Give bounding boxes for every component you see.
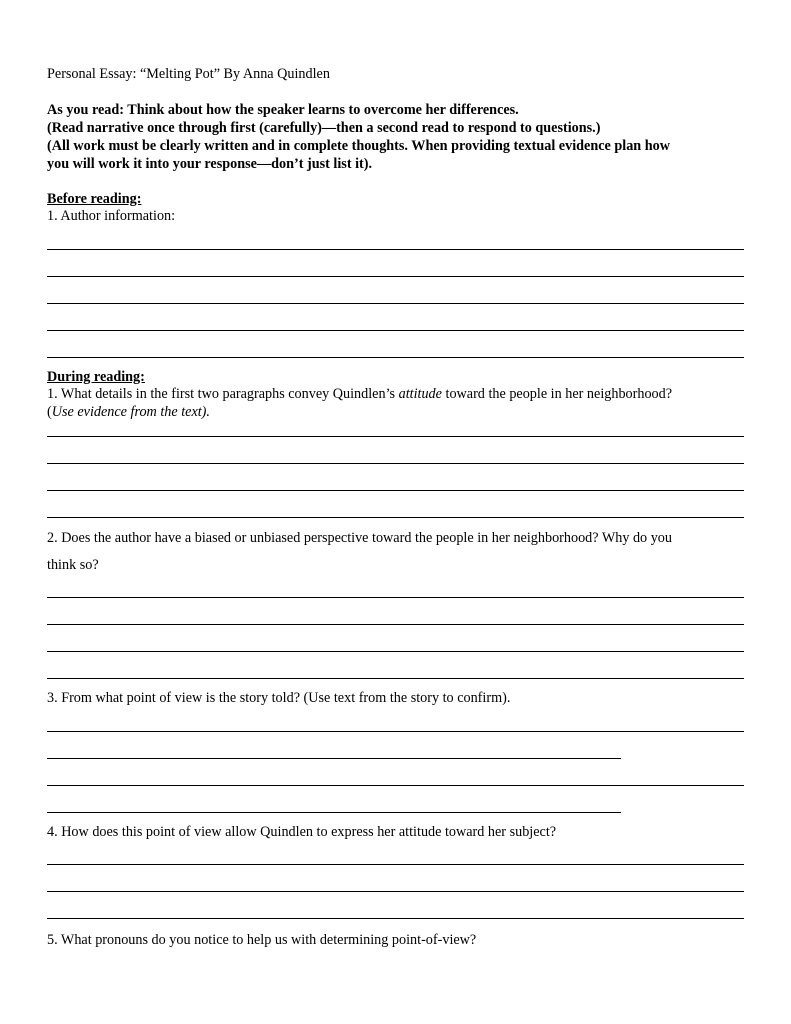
instruction-line-2: (Read narrative once through first (carefully)—then a second read to respond to questions.)	[47, 120, 601, 136]
question-1-emphasis: attitude	[398, 386, 442, 402]
question-4: 4. How does this point of view allow Quindlen to express her attitude toward her subject?	[47, 824, 557, 840]
question-2-line-1: 2. Does the author have a biased or unbiased perspective toward the people in her neighborhood? Why do you	[47, 530, 672, 546]
answer-line[interactable]	[47, 436, 744, 437]
answer-line[interactable]	[47, 517, 744, 518]
question-1-text-a: 1. What details in the first two paragraphs convey Quindlen’s	[47, 386, 399, 402]
answer-line[interactable]	[47, 357, 744, 358]
answer-line-short[interactable]	[47, 758, 621, 759]
answer-line[interactable]	[47, 463, 744, 464]
question-2-line-2: think so?	[47, 557, 99, 573]
question-1-evidence-note: Use evidence from the text).	[51, 404, 210, 420]
answer-line[interactable]	[47, 624, 744, 625]
instruction-line-4: you will work it into your response—don’t just list it).	[47, 156, 373, 172]
answer-line[interactable]	[47, 276, 744, 277]
question-3: 3. From what point of view is the story told? (Use text from the story to confirm).	[47, 690, 511, 706]
question-5: 5. What pronouns do you notice to help us with determining point-of-view?	[47, 932, 477, 948]
answer-line-short[interactable]	[47, 812, 621, 813]
answer-line[interactable]	[47, 918, 744, 919]
answer-line[interactable]	[47, 330, 744, 331]
page-title: Personal Essay: “Melting Pot” By Anna Quindlen	[47, 66, 330, 82]
question-author-info: 1. Author information:	[47, 208, 176, 224]
question-1-paren: (	[47, 404, 52, 420]
answer-line[interactable]	[47, 490, 744, 491]
instruction-line-3: (All work must be clearly written and in complete thoughts. When providing textual evidence plan how	[47, 138, 670, 154]
question-1-line-1	[47, 385, 672, 403]
question-1-text-b: toward the people in her neighborhood?	[441, 386, 673, 402]
answer-line[interactable]	[47, 678, 744, 679]
before-reading-heading: Before reading:	[47, 191, 142, 207]
question-1-line-2	[47, 403, 210, 421]
answer-line[interactable]	[47, 651, 744, 652]
answer-line[interactable]	[47, 864, 744, 865]
instruction-line-1: As you read: Think about how the speaker learns to overcome her differences.	[47, 102, 519, 118]
during-reading-heading: During reading:	[47, 369, 145, 385]
answer-line[interactable]	[47, 891, 744, 892]
answer-line[interactable]	[47, 597, 744, 598]
answer-line[interactable]	[47, 249, 744, 250]
answer-line[interactable]	[47, 785, 744, 786]
answer-line[interactable]	[47, 731, 744, 732]
answer-line[interactable]	[47, 303, 744, 304]
